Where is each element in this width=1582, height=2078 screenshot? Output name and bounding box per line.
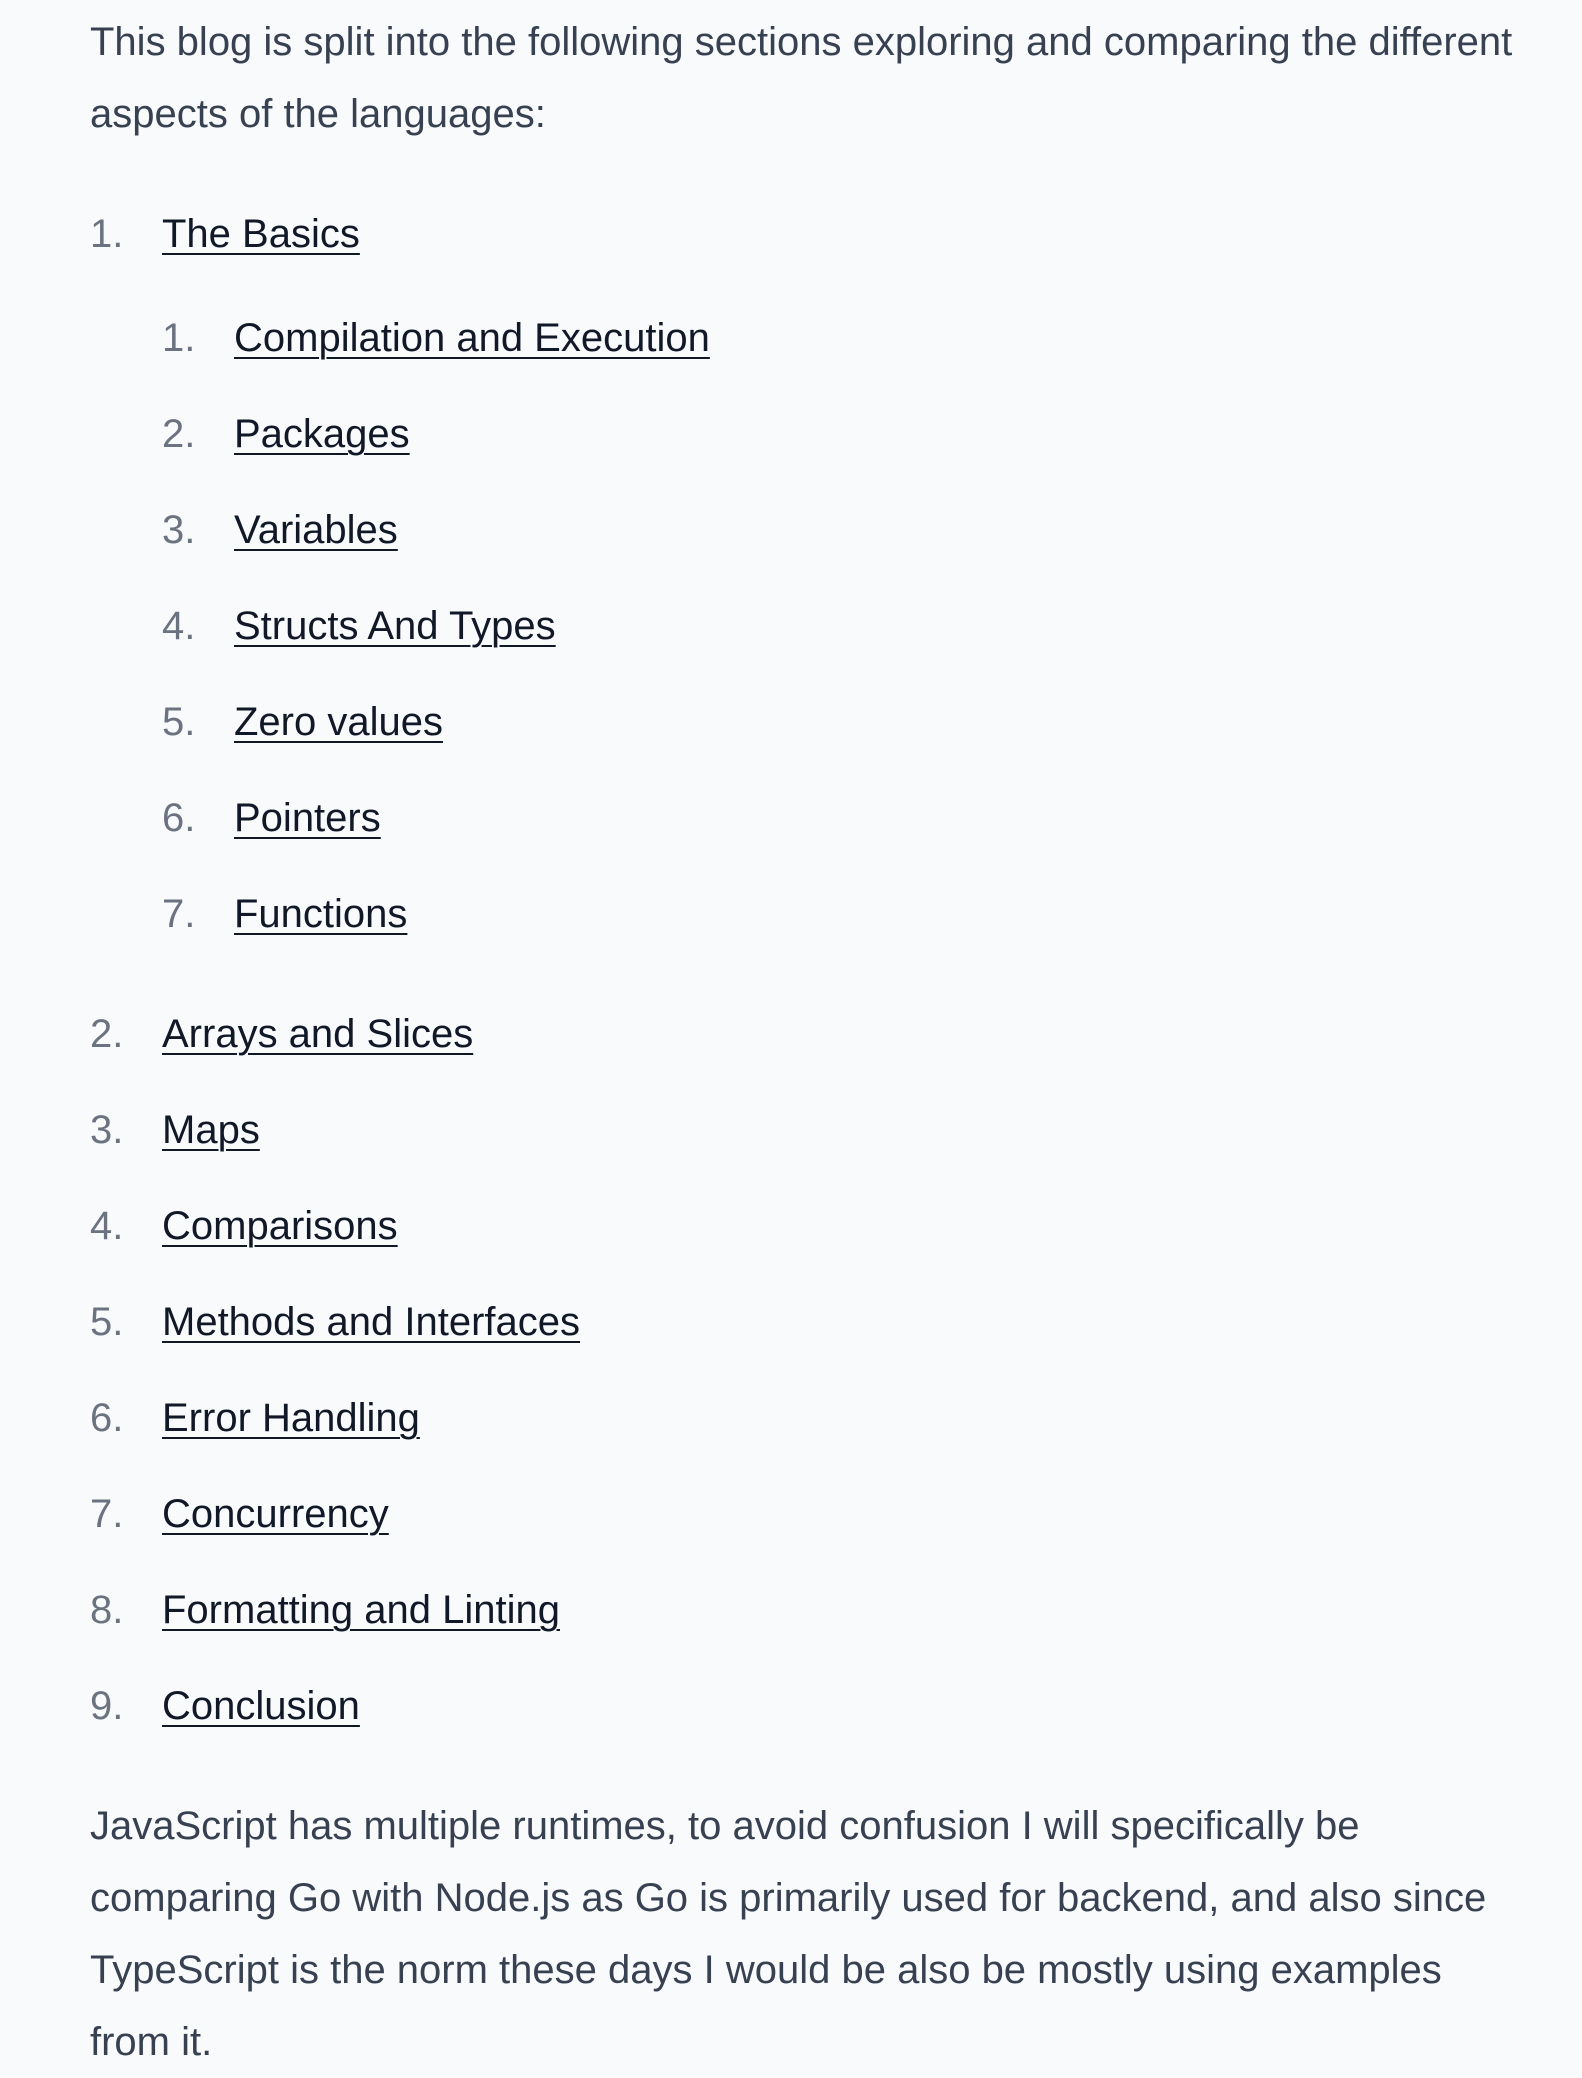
toc-item-number: 6.: [162, 796, 196, 840]
toc-item-number: 8.: [90, 1588, 124, 1632]
toc-item-number: 7.: [90, 1492, 124, 1536]
intro-paragraph: This blog is split into the following sections exploring and comparing the different aspects of the languages:: [90, 20, 1513, 136]
toc-link-zero-values[interactable]: Zero values: [234, 700, 443, 744]
toc-item-number: 5.: [162, 700, 196, 744]
toc-link-methods-and-interfaces[interactable]: Methods and Interfaces: [162, 1300, 581, 1344]
toc-item-number: 2.: [162, 412, 196, 456]
toc-link-comparisons[interactable]: Comparisons: [162, 1204, 398, 1248]
toc-item-number: 2.: [90, 1012, 124, 1056]
toc-link-variables[interactable]: Variables: [234, 508, 398, 552]
toc-item-number: 3.: [162, 508, 196, 552]
toc-item-number: 7.: [162, 892, 196, 936]
toc-link-formatting-and-linting[interactable]: Formatting and Linting: [162, 1588, 561, 1632]
toc-item-number: 3.: [90, 1108, 124, 1152]
toc-link-packages[interactable]: Packages: [234, 412, 410, 456]
runtime-note-paragraph: JavaScript has multiple runtimes, to avoid confusion I will specifically be comparing Go with Node.js as Go is primarily used for backend, and also since TypeScript is the norm these days I would be also be mostly using examples from it.: [90, 1804, 1487, 2064]
toc-item-number: 1.: [162, 316, 196, 360]
toc-link-the-basics[interactable]: The Basics: [162, 212, 360, 256]
toc-link-functions[interactable]: Functions: [234, 892, 408, 936]
toc-item-number: 4.: [162, 604, 196, 648]
toc-link-concurrency[interactable]: Concurrency: [162, 1492, 389, 1536]
toc-link-conclusion[interactable]: Conclusion: [162, 1684, 360, 1728]
toc-link-arrays-and-slices[interactable]: Arrays and Slices: [162, 1012, 474, 1056]
toc-link-error-handling[interactable]: Error Handling: [162, 1396, 420, 1440]
toc-item-number: 6.: [90, 1396, 124, 1440]
toc-item-number: 1.: [90, 212, 124, 256]
toc-link-pointers[interactable]: Pointers: [234, 796, 381, 840]
toc-item-number: 4.: [90, 1204, 124, 1248]
toc-item-number: 9.: [90, 1684, 124, 1728]
toc-link-compilation-and-execution[interactable]: Compilation and Execution: [234, 316, 710, 360]
toc-link-maps[interactable]: Maps: [162, 1108, 260, 1152]
toc-link-structs-and-types[interactable]: Structs And Types: [234, 604, 556, 648]
toc-item-number: 5.: [90, 1300, 124, 1344]
